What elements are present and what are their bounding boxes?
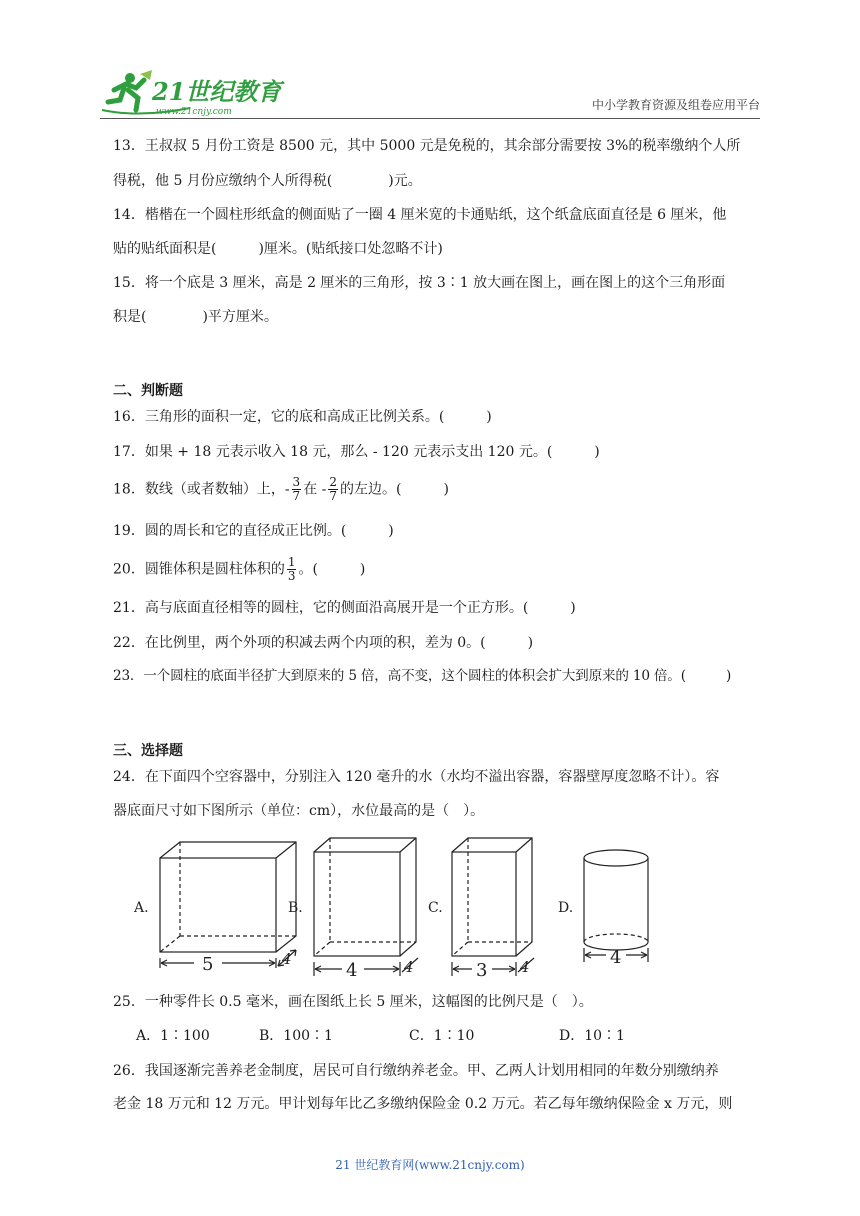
- logo: [100, 66, 290, 118]
- q14-line1: 14．楷楷在一个圆柱形纸盒的侧面贴了一圈 4 厘米宽的卡通贴纸，这个纸盒底面直径是 6 厘米，他: [113, 207, 727, 223]
- dim-a-depth: 4: [282, 950, 292, 968]
- q15-line2: 积是( )平方厘米。: [113, 309, 278, 325]
- dim-c-depth: 4: [520, 958, 530, 976]
- section-title-choice: 三、选择题: [113, 743, 183, 759]
- q25-option-b[interactable]: B．100∶1: [259, 1028, 333, 1044]
- q20-text-b: 。( ): [298, 561, 366, 578]
- q18-text-a: 18．数线（或者数轴）上，-: [113, 481, 290, 498]
- label-a: A.: [134, 900, 149, 916]
- section-title-judgement: 二、判断题: [113, 383, 183, 399]
- logo-url: www.21cnjy.com: [156, 107, 232, 117]
- q20-fraction: $\frac{1}{3}$: [287, 555, 296, 583]
- q24-line2: 器底面尺寸如下图所示（单位：cm），水位最高的是（ ）。: [113, 803, 485, 819]
- footer-link[interactable]: 21 世纪教育网(www.21cnjy.com): [335, 1158, 525, 1172]
- q25: 25．一种零件长 0.5 毫米，画在图纸上长 5 厘米，这幅图的比例尺是（ ）。: [113, 994, 593, 1010]
- q26-line2: 老金 18 万元和 12 万元。甲计划每年比乙多缴纳保险金 0.2 万元。若乙每年缴纳保险金 x 万元，则: [113, 1096, 733, 1112]
- dim-a-width: 5: [202, 954, 214, 975]
- q15-line1: 15．将一个底是 3 厘米，高是 2 厘米的三角形，按 3∶1 放大画在图上，画在图上的这个三角形面: [113, 275, 726, 291]
- dim-b-width: 4: [346, 960, 358, 981]
- q20-text-a: 20．圆锥体积是圆柱体积的: [113, 561, 285, 578]
- label-b: B.: [288, 900, 303, 916]
- logo-text: 21世纪教育: [152, 77, 282, 106]
- q17: 17．如果 + 18 元表示收入 18 元，那么 - 120 元表示支出 120 元。( ): [113, 444, 600, 460]
- label-c: C.: [428, 900, 443, 916]
- q26-line1: 26．我国逐渐完善养老金制度，居民可自行缴纳养老金。甲、乙两人计划用相同的年数分别缴纳养: [113, 1063, 719, 1079]
- container-c: [452, 838, 534, 976]
- q21: 21．高与底面直径相等的圆柱，它的侧面沿高展开是一个正方形。( ): [113, 600, 576, 616]
- container-a: [160, 842, 296, 968]
- label-d: D.: [558, 900, 574, 916]
- q18-fraction-2: $\frac{2}{7}$: [329, 475, 338, 503]
- q23: 23．一个圆柱的底面半径扩大到原来的 5 倍，高不变，这个圆柱的体积会扩大到原来的 10 倍。( ): [113, 668, 732, 684]
- header-divider: [100, 118, 760, 119]
- q25-option-a[interactable]: A．1∶100: [136, 1028, 210, 1044]
- q13-line1: 13．王叔叔 5 月份工资是 8500 元，其中 5000 元是免税的，其余部分需要按 3%的税率缴纳个人所: [113, 138, 741, 154]
- q24-line1: 24．在下面四个空容器中，分别注入 120 毫升的水（水均不溢出容器，容器壁厚度忽略不计）。容: [113, 769, 720, 785]
- q20: [113, 556, 365, 583]
- q22: 22．在比例里，两个外项的积减去两个内项的积，差为 0。( ): [113, 635, 534, 651]
- q18: [113, 476, 449, 503]
- dim-c-width: 3: [476, 960, 488, 981]
- q24-figures: [130, 836, 670, 982]
- q25-options: [136, 1026, 625, 1046]
- q16: 16．三角形的面积一定，它的底和高成正比例关系。( ): [113, 409, 492, 425]
- q19: 19．圆的周长和它的直径成正比例。( ): [113, 523, 394, 539]
- q18-fraction-1: $\frac{3}{7}$: [292, 475, 301, 503]
- q25-option-c[interactable]: C．1∶10: [409, 1028, 475, 1044]
- container-d: [584, 850, 648, 962]
- platform-name: 中小学教育资源及组卷应用平台: [591, 98, 760, 112]
- dim-b-depth: 4: [404, 958, 414, 976]
- q14-line2: 贴的贴纸面积是( )厘米。(贴纸接口处忽略不计): [113, 241, 443, 257]
- dim-d-diameter: 4: [610, 947, 622, 968]
- q18-text-b: 在 -: [303, 481, 327, 498]
- container-b: [314, 838, 418, 976]
- q25-option-d[interactable]: D．10∶1: [559, 1028, 625, 1044]
- q13-line2: 得税，他 5 月份应缴纳个人所得税( )元。: [113, 173, 422, 189]
- q18-text-c: 的左边。( ): [340, 481, 449, 498]
